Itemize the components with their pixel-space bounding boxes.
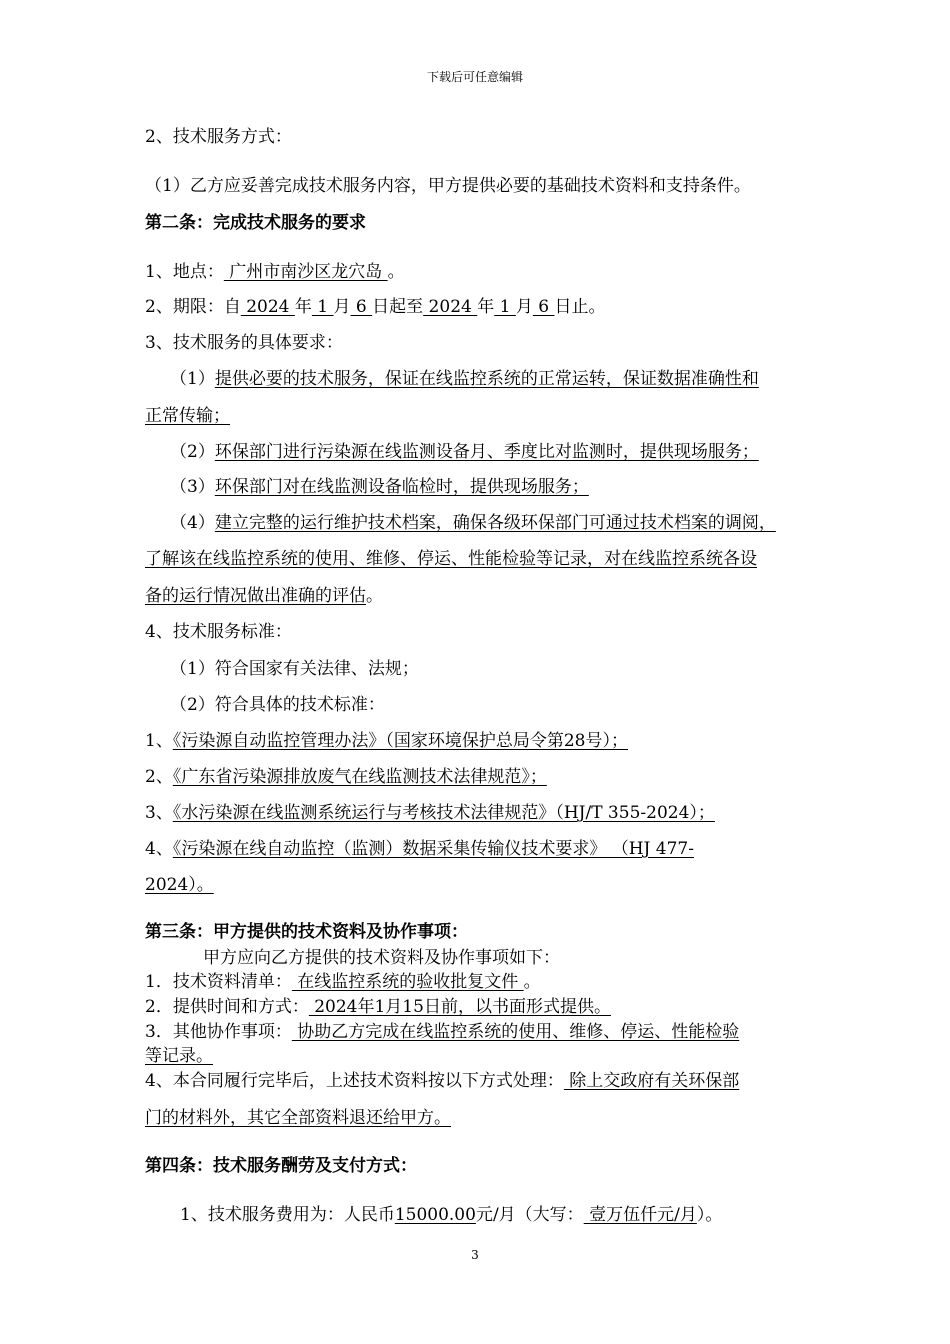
value: 门的材料外，其它全部资料退还给甲方。 — [145, 1108, 451, 1128]
line-req-4 — [170, 512, 870, 534]
heading-text: 第二条：完成技术服务的要求 — [145, 213, 366, 233]
line-req-1 — [170, 368, 870, 390]
text: 甲方应向乙方提供的技术资料及协作事项如下： — [203, 948, 560, 968]
text: （1）乙方应妥善完成技术服务内容，甲方提供必要的基础技术资料和支持条件。 — [145, 176, 751, 196]
line-materials-list — [145, 971, 845, 993]
section-heading-4 — [145, 1155, 845, 1177]
line-requirements — [145, 332, 845, 354]
value: 2024年1月15日前，以书面形式提供。 — [308, 997, 611, 1017]
line-req-3 — [170, 476, 870, 498]
text: ）。 — [696, 1205, 723, 1225]
line-service-method-1 — [145, 175, 845, 197]
item-number: 4、 — [145, 839, 173, 859]
text: 年 — [294, 297, 312, 317]
text: 元/月（大写： — [475, 1205, 584, 1225]
fee-amount: 15000.00 — [394, 1205, 476, 1225]
label: 1．技术资料清单： — [145, 972, 292, 992]
item-number: 1、 — [145, 731, 173, 751]
location-value: 广州市南沙区龙穴岛 — [223, 262, 388, 282]
text: 2024）。 — [145, 875, 214, 895]
line-regulation-4-cont — [145, 874, 845, 896]
value: 在线监控系统的验收批复文件 — [291, 972, 524, 992]
item-number: （4） — [170, 513, 215, 533]
text: 日起至 — [372, 297, 424, 317]
text: 提供必要的技术服务，保证在线监控系统的正常运转，保证数据准确性和 — [214, 369, 759, 389]
text: 年 — [477, 297, 495, 317]
text: 正常传输； — [145, 406, 230, 426]
line-service-method — [145, 126, 845, 148]
line-req-4-cont — [145, 548, 845, 570]
line-other-matters-cont — [145, 1045, 845, 1067]
text: 《污染源在线自动监控（监测）数据采集传输仪技术要求》 （HJ 477- — [172, 839, 694, 859]
label: 1、地点： — [145, 262, 224, 282]
text: 环保部门进行污染源在线监测设备月、季度比对监测时，提供现场服务； — [214, 442, 759, 462]
text: 月 — [333, 297, 351, 317]
item-number: 2、 — [145, 767, 173, 787]
fee-amount-words: 壹万伍仟元/月 — [583, 1205, 697, 1225]
label: 4、本合同履行完毕后，上述技术资料按以下方式处理： — [145, 1071, 564, 1091]
item-number: 3、 — [145, 803, 173, 823]
text: 4、技术服务标准： — [145, 622, 292, 642]
item-number: （2） — [170, 442, 215, 462]
label: 3．其他协作事项： — [145, 1022, 292, 1042]
line-standard-2 — [170, 694, 870, 716]
start-year: 2024 — [240, 297, 295, 317]
page-header: 下载后可任意编辑 — [426, 70, 523, 84]
line-standards — [145, 621, 845, 643]
line-regulation-3 — [145, 802, 845, 824]
page-number: 3 — [471, 1248, 479, 1262]
line-req-4-cont2 — [145, 585, 845, 607]
section-heading-3 — [145, 921, 845, 943]
start-month: 1 — [311, 297, 334, 317]
line-req-2 — [170, 441, 870, 463]
line-regulation-1 — [145, 730, 845, 752]
label: 1、技术服务费用为：人民币 — [180, 1205, 395, 1225]
label: 2、期限：自 — [145, 297, 241, 317]
start-day: 6 — [350, 297, 373, 317]
item-number: （3） — [170, 477, 215, 497]
line-handling-cont — [145, 1107, 845, 1129]
text: （2）符合具体的技术标准： — [170, 695, 385, 715]
line-other-matters — [145, 1021, 845, 1043]
line-handling — [145, 1070, 845, 1092]
heading-text: 第四条：技术服务酬劳及支付方式： — [145, 1156, 417, 1176]
label: 2．提供时间和方式： — [145, 997, 309, 1017]
value: 协助乙方完成在线监控系统的使用、维修、停运、性能检验 — [291, 1022, 740, 1042]
text: （1）符合国家有关法律、法规； — [170, 659, 419, 679]
text: 《水污染源在线监测系统运行与考核技术法律规范》（HJ/T 355-2024）； — [172, 803, 715, 823]
line-section-3-intro — [203, 947, 903, 969]
heading-text: 第三条：甲方提供的技术资料及协作事项： — [145, 922, 468, 942]
line-req-1-cont — [145, 405, 845, 427]
line-standard-1 — [170, 658, 870, 680]
line-regulation-4 — [145, 838, 845, 860]
text: 建立完整的运行维护技术档案，确保各级环保部门可通过技术档案的调阅， — [214, 513, 776, 533]
value: 除上交政府有关环保部 — [563, 1071, 740, 1091]
text: 。 — [387, 262, 405, 282]
text: 3、技术服务的具体要求： — [145, 333, 343, 353]
end-year: 2024 — [423, 297, 478, 317]
item-number: （1） — [170, 369, 215, 389]
line-fee — [180, 1204, 880, 1226]
line-provide-time — [145, 996, 845, 1018]
end-day: 6 — [532, 297, 555, 317]
section-heading-2 — [145, 212, 845, 234]
text: 备的运行情况做出准确的评估 — [145, 586, 366, 606]
end-month: 1 — [494, 297, 516, 317]
text: 日止。 — [554, 297, 606, 317]
line-location — [145, 261, 845, 283]
text: 了解该在线监控系统的使用、维修、停运、性能检验等记录，对在线监控系统各设 — [145, 549, 757, 569]
text: 月 — [515, 297, 533, 317]
text: 2、技术服务方式： — [145, 127, 292, 147]
text: 环保部门对在线监测设备临检时，提供现场服务； — [214, 477, 589, 497]
line-period — [145, 296, 845, 318]
value: 等记录。 — [145, 1046, 213, 1066]
text: 《广东省污染源排放废气在线监测技术法律规范》； — [172, 767, 547, 787]
text: 。 — [366, 586, 383, 606]
text: 。 — [523, 972, 541, 992]
line-regulation-2 — [145, 766, 845, 788]
text: 《污染源自动监控管理办法》（国家环境保护总局令第28号）； — [172, 731, 628, 751]
